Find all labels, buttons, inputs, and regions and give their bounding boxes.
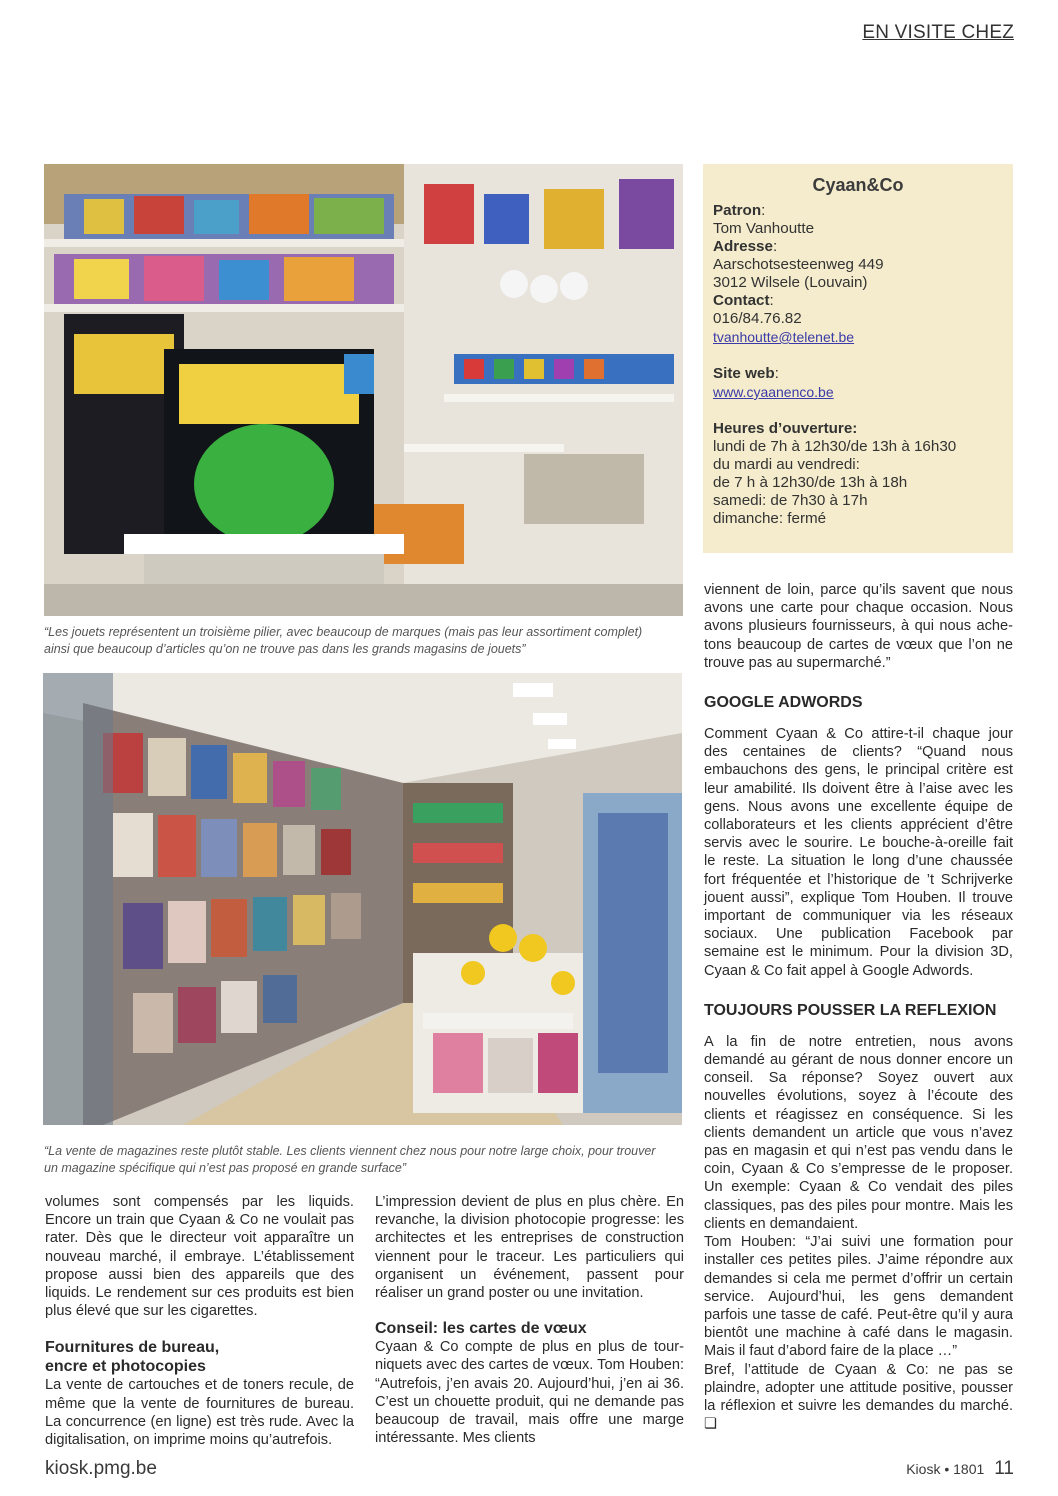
photo2-caption: “La vente de magazines reste plutôt stable. Les clients viennent chez nous pour notre large choix, pour trouver un magazine spécifique qui n’est pas proposé en grande surface” xyxy=(44,1144,656,1175)
reflexion-paragraph-2: Tom Houben: “J’ai suivi une formation pour installer ces petites piles. J’aime répondre aux demandes si cela me permet d’offrir un certain service. Aujourd’hui, les gens demandent parfois une tasse de café. Peut-être qu’il y aura bientôt une machine à café dans le magasin. Mais il faut d’abord faire de la place …” xyxy=(704,1234,1013,1360)
magazine-aisle-photo xyxy=(43,673,682,1125)
hours-line: dimanche: fermé xyxy=(713,510,827,527)
hours-line: lundi de 7h à 12h30/de 13h à 16h30 xyxy=(713,438,957,455)
heading-pousser-reflexion: TOUJOURS POUSSER LA REFLEXION xyxy=(704,1001,997,1019)
heading-fournitures-line-1: Fournitures de bureau, xyxy=(45,1339,220,1357)
adwords-paragraph: Comment Cyaan & Co attire-t-il chaque jour des centaines de clients? “Quand nous embauchons des gens, le principal critère est leur amabilité. Ils doivent être à l’aise avec les gens. Nous avons une excellente équipe de collaborateurs et les clients apprécient d’être servis avec le sourire. Le bouche-à-oreille fait le reste. La situation le long d’une chaussée fort fréquentée et l’historique de ’t Schrijverke jouent aussi”, explique Tom Houben. Il trouve important de communiquer via les réseaux sociaux. Une publication Facebook par semaine est le minimum. Pour la division 3D, Cyaan & Co fait appel à Google Adwords. xyxy=(704,726,1013,979)
right-intro-paragraph: viennent de loin, parce qu’ils savent que nous avons une carte pour chaque occasion. Nous avons plusieurs fournisseurs, à qui nous achetons beaucoup de cartes de vœux que l’on ne trouve pas au supermarché.” xyxy=(704,582,1013,671)
adresse-line-2: 3012 Wilsele (Louvain) xyxy=(713,274,868,291)
right-column xyxy=(704,581,1013,1433)
footer-site: kiosk.pmg.be xyxy=(45,1458,157,1479)
toy-shelves-photo xyxy=(44,164,683,616)
reflexion-paragraph-3: Bref, l’attitude de Cyaan & Co: ne pas se plaindre, adopter une attitude positive, pousser la réflexion et suivre les demandes du marché. ❏ xyxy=(704,1361,1013,1433)
reflexion-paragraph-1: A la fin de notre entretien, nous avons demandé au gérant de nous donner encore un conseil. Sa réponse? Soyez ouvert aux nouvelles évolutions, soyez à l’écoute des clients et réagissez en conséquence. Si les clients demandent un article que vous n’avez pas en magasin et qui n’est pas vendu dans le coin, Cyaan & Co s’empresse de le proposer. Un exemple: Cyaan & Co vendait des piles classiques, pas des piles pour montre. Mais les clients en demandaient. xyxy=(704,1033,1013,1232)
contact-label: Contact xyxy=(713,292,770,309)
adresse-label: Adresse xyxy=(713,238,773,255)
patron-label: Patron xyxy=(713,202,762,219)
site-label: Site web xyxy=(713,365,775,382)
adresse-line-1: Aarschotsesteenweg 449 xyxy=(713,256,884,273)
patron-value: Tom Vanhoutte xyxy=(713,220,815,237)
hours-label: Heures d’ouverture: xyxy=(713,420,858,437)
hours-line: du mardi au vendredi: xyxy=(713,456,860,473)
section-label: EN VISITE CHEZ xyxy=(862,22,1014,43)
liquids-paragraph: volumes sont compensés par les liquids. Encore un train que Cyaan & Co ne voulait pas rater. Dès que le directeur voit apparaître un nouveau marché, il embraye. L’établissement propose aussi bien des appareils que des liquids. Le rendement sur ces produits est bien plus élevé que sur les cigarettes. xyxy=(45,1194,354,1320)
heading-fournitures xyxy=(45,1338,354,1376)
hours-line: de 7 h à 12h30/de 13h à 18h xyxy=(713,474,908,491)
cartes-voeux-paragraph: Cyaan & Co compte de plus en plus de tourniquets avec des cartes de vœux. Tom Houben: “Autrefois, j’en avais 20. Aujourd’hui, j’en ai 36. C’est un chouette produit, qui ne demande pas beaucoup de travail, mais offre une marge intéressante. Mes clients xyxy=(375,1339,684,1447)
website-link[interactable]: www.cyaanenco.be xyxy=(713,384,834,400)
page-number: 11 xyxy=(994,1458,1014,1479)
left-column xyxy=(45,1193,354,1449)
shop-info-box: Cyaan&Co Patron: Tom Vanhoutte Adresse: Aarschotsesteenweg 449 3012 Wilsele (Louvain) Contact: 016/84.76.82 tvanhoutte@telenet.be Site web: www.cyaanenco.be Heures d’ouverture: lundi de 7h à 12h30/de 13h à 16h30 du mardi au vendredi: de 7 h à 12h30/de 13h à 18h samedi: de 7h30 à 17h dimanche: fermé xyxy=(703,164,1013,553)
photo1-caption: “Les jouets représentent un troisième pilier, avec beaucoup de marques (mais pas leur assortiment complet) ainsi que beaucoup d’articles qu’on ne trouve pas dans les grands magasins de jouets” xyxy=(44,625,643,656)
heading-fournitures-line-2: encre et photocopies xyxy=(45,1358,206,1376)
shop-name: Cyaan&Co xyxy=(812,175,904,195)
photocopie-paragraph: L’impression devient de plus en plus chère. En revanche, la division photocopie progresse: les architectes et les entreprises de construction viennent pour le traceur. Les particuliers qui organisent un événement, passent pour réaliser un grand poster ou une invitation. xyxy=(375,1194,684,1302)
footer-issue xyxy=(906,1458,1014,1480)
middle-column xyxy=(375,1193,684,1447)
email-link[interactable]: tvanhoutte@telenet.be xyxy=(713,329,855,345)
hours-line: samedi: de 7h30 à 17h xyxy=(713,492,868,509)
issue-label: Kiosk • 1801 xyxy=(906,1461,985,1477)
phone-number: 016/84.76.82 xyxy=(713,310,802,327)
heading-google-adwords: GOOGLE ADWORDS xyxy=(704,694,863,712)
fournitures-paragraph: La vente de cartouches et de toners recule, de même que la vente de fournitures de bureau. La concurrence (en ligne) est très rude. Avec la digitalisation, on imprime moins qu’autrefois. xyxy=(45,1377,354,1449)
heading-cartes-voeux: Conseil: les cartes de vœux xyxy=(375,1320,587,1338)
